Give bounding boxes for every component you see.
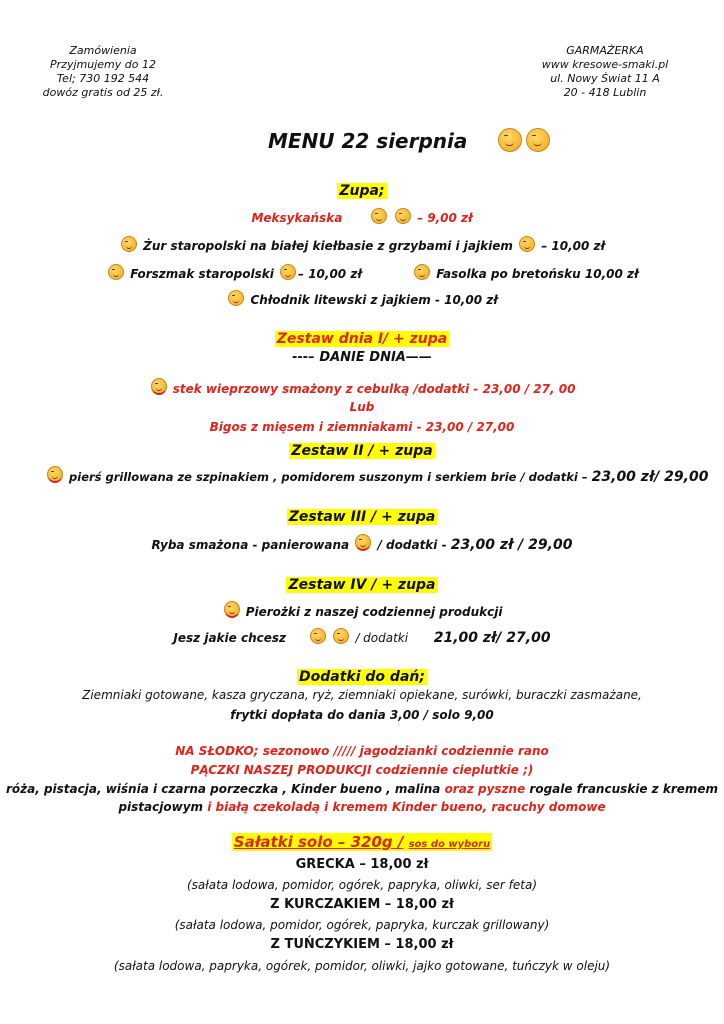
set1-heading: Zestaw dnia I/ + zupa bbox=[276, 331, 448, 347]
wink-emoji-icon bbox=[280, 264, 296, 280]
set3-heading-row bbox=[0, 506, 724, 525]
header-delivery: dowóz gratis od 25 zł. bbox=[42, 86, 164, 99]
salad-1-desc: (sałata lodowa, pomidor, ogórek, papryka, oliwki, ser feta) bbox=[186, 878, 537, 892]
wink-emoji-icon bbox=[519, 236, 535, 252]
sweet-line-4-part-1: pistacjowym bbox=[118, 800, 204, 814]
soup-item-3 bbox=[106, 264, 362, 281]
wink-emoji-icon bbox=[228, 290, 244, 306]
salad-3-desc: (sałata lodowa, papryka, ogórek, pomidor, oliwki, jajko gotowane, tuńczyk w oleju) bbox=[113, 959, 611, 973]
header-brand: GARMAŻERKA bbox=[566, 44, 644, 57]
sweet-line-1: NA SŁODKO; sezonowo ///// jagodzianki codziennie rano bbox=[175, 744, 549, 758]
soup-item-1-price: – 9,00 zł bbox=[417, 211, 473, 225]
set3-price: 23,00 zł / 29,00 bbox=[450, 537, 573, 553]
set4-item-2-text: Jesz jakie chcesz bbox=[173, 631, 286, 645]
set2-item-text: pierś grillowana ze szpinakiem , pomidorem suszonym i serkiem brie / dodatki – bbox=[69, 470, 588, 484]
header-city: 20 - 418 Lublin bbox=[563, 86, 647, 99]
soup-item-2-name: Żur staropolski na białej kiełbasie z grzybami i jajkiem bbox=[143, 239, 513, 253]
sides-line-2: frytki dopłata do dania 3,00 / solo 9,00 bbox=[230, 708, 494, 722]
salad-2-name: Z KURCZAKIEM – 18,00 zł bbox=[270, 897, 454, 912]
wink-emoji-icon bbox=[310, 628, 326, 644]
set4-item-text: Pierożki z naszej codziennej produkcji bbox=[245, 605, 503, 619]
salads-heading-row bbox=[0, 832, 724, 851]
set4-item-2 bbox=[0, 628, 724, 646]
set2-heading: Zestaw II / + zupa bbox=[291, 443, 433, 459]
set4-price: 21,00 zł/ 27,00 bbox=[433, 630, 551, 646]
menu-title: MENU 22 sierpnia bbox=[268, 129, 468, 153]
sweet-line-3 bbox=[0, 782, 724, 796]
header-left bbox=[28, 44, 178, 100]
set1-item-2: Bigos z mięsem i ziemniakami - 23,00 / 27,00 bbox=[209, 420, 515, 434]
header-phone: Tel; 730 192 544 bbox=[56, 72, 150, 85]
wink-emoji-icon bbox=[151, 378, 167, 395]
sweet-line-3-part-2: oraz pyszne bbox=[444, 782, 526, 796]
header-right bbox=[515, 44, 695, 100]
wink-emoji-icon bbox=[498, 128, 522, 152]
wink-emoji-icon bbox=[371, 208, 387, 224]
soup-heading-row bbox=[0, 180, 724, 199]
soup-item-3-price: – 10,00 zł bbox=[298, 267, 362, 281]
wink-emoji-icon bbox=[47, 466, 63, 483]
set1-item-1-text: stek wieprzowy smażony z cebulką /dodatki - 23,00 / 27, 00 bbox=[172, 382, 576, 396]
sweet-line-4 bbox=[0, 800, 724, 814]
soup-item-2 bbox=[0, 236, 724, 253]
set4-price-prefix: / dodatki bbox=[355, 631, 409, 645]
set1-item-1 bbox=[0, 378, 724, 396]
set2-heading-row bbox=[0, 440, 724, 459]
sweet-line-3-part-3: rogale francuskie z kremem bbox=[529, 782, 719, 796]
header-website: www kresowe-smaki.pl bbox=[541, 58, 669, 71]
set4-heading-row bbox=[0, 574, 724, 593]
set2-price: 23,00 zł/ 29,00 bbox=[591, 469, 709, 485]
set3-item-text: Ryba smażona - panierowana bbox=[151, 538, 350, 552]
soup-item-1 bbox=[0, 208, 724, 225]
set2-item bbox=[45, 466, 709, 485]
soup-item-5 bbox=[0, 290, 724, 307]
wink-emoji-icon bbox=[526, 128, 550, 152]
wink-emoji-icon bbox=[355, 534, 371, 551]
set3-item bbox=[0, 534, 724, 553]
salads-heading-small: sos do wyboru bbox=[408, 839, 491, 850]
soup-heading: Zupa; bbox=[339, 183, 385, 199]
salads-heading-wrap bbox=[232, 833, 492, 851]
wink-emoji-icon bbox=[108, 264, 124, 280]
set1-or: Lub bbox=[349, 400, 375, 414]
wink-emoji-icon bbox=[333, 628, 349, 644]
wink-emoji-icon bbox=[414, 264, 430, 280]
soup-item-4 bbox=[412, 264, 639, 281]
salad-2-desc: (sałata lodowa, pomidor, ogórek, papryka, kurczak grillowany) bbox=[174, 918, 550, 932]
header-street: ul. Nowy Świat 11 A bbox=[550, 72, 660, 85]
sweet-line-3-part-1: róża, pistacja, wiśnia i czarna porzeczka , Kinder bueno , malina bbox=[5, 782, 441, 796]
header-orders-until: Przyjmujemy do 12 bbox=[50, 58, 156, 71]
set1-heading-row bbox=[0, 328, 724, 347]
sides-heading: Dodatki do dań; bbox=[299, 669, 425, 685]
set1-subheading: ---– DANIE DNIA—— bbox=[292, 350, 432, 365]
salads-heading: Sałatki solo – 320g / bbox=[233, 833, 404, 851]
wink-emoji-icon bbox=[121, 236, 137, 252]
wink-emoji-icon bbox=[395, 208, 411, 224]
soup-item-4-name: Fasolka po bretońsku 10,00 zł bbox=[436, 267, 639, 281]
sweet-line-2: PĄCZKI NASZEJ PRODUKCJI codziennie cieplutkie ;) bbox=[190, 763, 534, 777]
soup-item-2-price: – 10,00 zł bbox=[541, 239, 606, 253]
set3-price-prefix: / dodatki - bbox=[377, 538, 447, 552]
salad-1-name: GRECKA – 18,00 zł bbox=[295, 857, 429, 872]
soup-item-1-name: Meksykańska bbox=[251, 211, 343, 225]
soup-item-5-name: Chłodnik litewski z jajkiem - 10,00 zł bbox=[250, 293, 498, 307]
sweet-line-4-part-2: i białą czekoladą i kremem Kinder bueno, racuchy domowe bbox=[207, 800, 606, 814]
set4-item bbox=[0, 601, 724, 619]
sides-heading-row bbox=[0, 666, 724, 685]
header-orders-label: Zamówienia bbox=[69, 44, 137, 57]
menu-title-row bbox=[268, 128, 568, 153]
salad-3-name: Z TUŃCZYKIEM – 18,00 zł bbox=[270, 937, 454, 952]
set3-heading: Zestaw III / + zupa bbox=[288, 509, 436, 525]
set4-heading: Zestaw IV / + zupa bbox=[288, 577, 436, 593]
sides-line-1: Ziemniaki gotowane, kasza gryczana, ryż, ziemniaki opiekane, surówki, buraczki zasmażane, bbox=[82, 688, 642, 702]
wink-emoji-icon bbox=[224, 601, 240, 618]
soup-item-3-name: Forszmak staropolski bbox=[130, 267, 274, 281]
